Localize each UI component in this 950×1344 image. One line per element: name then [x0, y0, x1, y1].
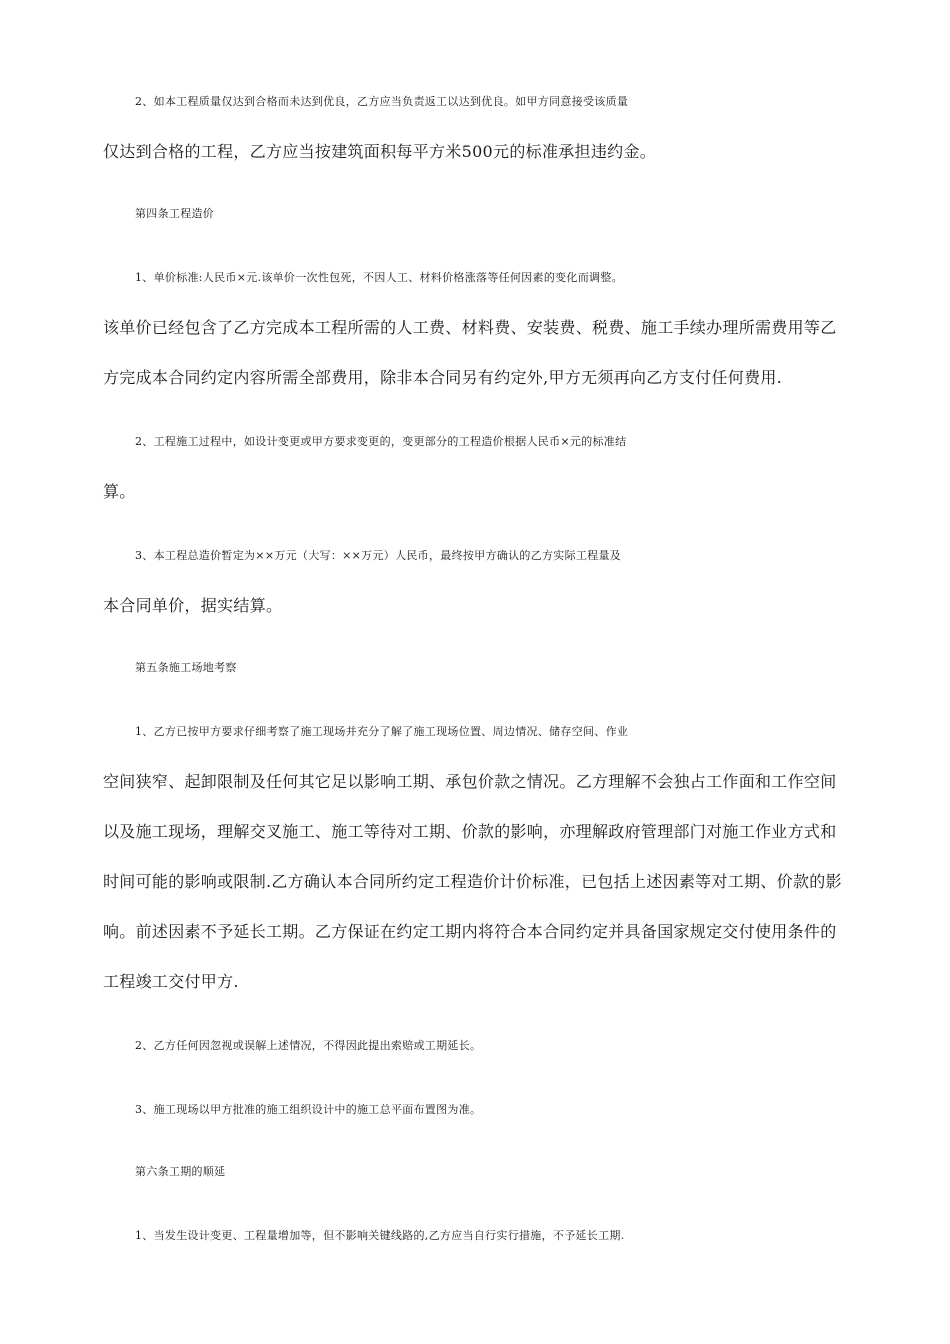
paragraph-line: 本合同单价，据实结算。: [103, 596, 283, 615]
paragraph-line: 空间狭窄、起卸限制及任何其它足以影响工期、承包价款之情况。乙方理解不会独占工作面和工作空间: [103, 772, 837, 791]
paragraph-line: 3、本工程总造价暂定为××万元（大写：××万元）人民币，最终按甲方确认的乙方实际工程量及: [135, 549, 622, 562]
paragraph-line: 方完成本合同约定内容所需全部费用，除非本合同另有约定外,甲方无须再向乙方支付任何费用.: [103, 368, 783, 387]
paragraph-line: 响。前述因素不予延长工期。乙方保证在约定工期内将符合本合同约定并具备国家规定交付使用条件的: [103, 922, 837, 941]
section-heading: 第五条施工场地考察: [135, 661, 237, 674]
section-heading: 第六条工期的顺延: [135, 1165, 226, 1178]
paragraph-line: 工程竣工交付甲方.: [103, 972, 239, 991]
paragraph-line: 以及施工现场，理解交叉施工、施工等待对工期、价款的影响，亦理解政府管理部门对施工作业方式和: [103, 822, 837, 841]
paragraph-line: 时间可能的影响或限制.乙方确认本合同所约定工程造价计价标准，已包括上述因素等对工期、价款的影: [103, 872, 842, 891]
paragraph-line: 仅达到合格的工程，乙方应当按建筑面积每平方米500元的标准承担违约金。: [103, 142, 657, 161]
paragraph-line: 该单价已经包含了乙方完成本工程所需的人工费、材料费、安装费、税费、施工手续办理所需费用等乙: [103, 318, 837, 337]
paragraph-line: 1、乙方已按甲方要求仔细考察了施工现场并充分了解了施工现场位置、周边情况、储存空间、作业: [135, 725, 629, 738]
paragraph-line: 3、施工现场以甲方批准的施工组织设计中的施工总平面布置图为准。: [135, 1103, 482, 1116]
paragraph-line: 算。: [103, 482, 136, 501]
paragraph-line: 2、如本工程质量仅达到合格而未达到优良，乙方应当负责返工以达到优良。如甲方同意接受该质量: [135, 95, 629, 108]
paragraph-line: 2、工程施工过程中，如设计变更或甲方要求变更的，变更部分的工程造价根据人民币×元的标准结: [135, 435, 627, 448]
section-heading: 第四条工程造价: [135, 207, 215, 220]
paragraph-line: 1、当发生设计变更、工程量增加等，但不影响关键线路的,乙方应当自行实行措施，不予延长工期.: [135, 1229, 625, 1242]
paragraph-line: 2、乙方任何因忽视或误解上述情况，不得因此提出索赔或工期延长。: [135, 1039, 482, 1052]
paragraph-line: 1、单价标准:人民币×元.该单价一次性包死，不因人工、材料价格涨落等任何因素的变化而调整。: [135, 271, 623, 284]
